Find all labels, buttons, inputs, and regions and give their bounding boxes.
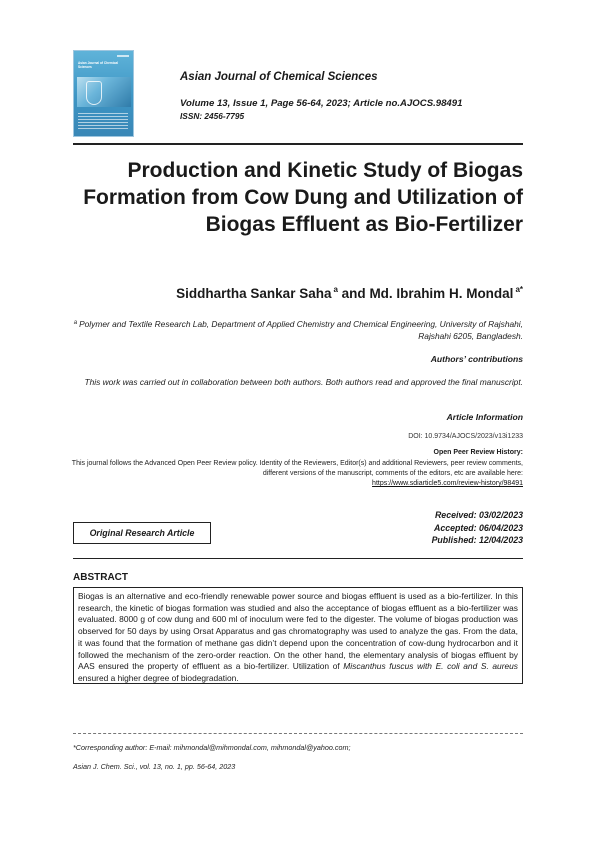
doi-link[interactable]: DOI: 10.9734/AJOCS/2023/v13i1233 <box>408 433 523 440</box>
article-type-badge: Original Research Article <box>73 522 211 544</box>
abstract-text-end: ensured a higher degree of biodegradation. <box>78 672 239 683</box>
flask-icon <box>86 81 102 105</box>
contributions-heading: Authors’ contributions <box>430 354 523 364</box>
abstract-connector: with <box>413 661 436 672</box>
publication-dates <box>432 509 523 547</box>
author-name[interactable]: Siddhartha Sankar Saha <box>176 286 332 301</box>
peer-review-heading: Open Peer Review History: <box>433 449 523 456</box>
journal-issn: ISSN: 2456-7795 <box>180 111 245 121</box>
cover-text-lines <box>78 113 128 129</box>
abstract-text: Biogas is an alternative and eco-friendly renewable power source and biogas effluent is used as a bio-fertilizer. In this research, the kinetic of biogas formation was studied and also the acceptance of biogas effluent as a bio-fertilizer was evaluated. 8000 g of cow dung and 600 ml of inoculum were fed to the digester. The volume of biogas production was observed for 50 days by using Orsat Apparatus and gas chromatography was used to analyze the gas. From the data, it was found that the formation of methane gas didn’t depend upon the concentration of cow-dung hydrocarbon and it followed the mechanism of the zero-order reaction. On the other hand, the elementary analysis of biogas effluent by AAS ensured the property of effluent as a bio-fertilizer. Utilization of <box>78 591 518 672</box>
peer-review-link[interactable]: https://www.sdiarticle5.com/review-history/98491 <box>372 480 523 487</box>
abstract-species-name: S. aureus <box>480 661 518 672</box>
peer-review-text <box>63 459 523 489</box>
published-date: Published: 12/04/2023 <box>431 535 523 545</box>
affiliation-text: Polymer and Textile Research Lab, Department of Applied Chemistry and Chemical Engineering, University of Rajshahi, Rajshahi 6205, Bangladesh. <box>79 319 523 341</box>
abstract-heading: ABSTRACT <box>73 572 128 583</box>
author-conjunction: and <box>337 286 370 301</box>
journal-volume-line: Volume 13, Issue 1, Page 56-64, 2023; Article no.AJOCS.98491 <box>180 98 463 109</box>
author-affiliation-marker: a <box>333 285 338 294</box>
article-title: Production and Kinetic Study of Biogas Formation from Cow Dung and Utilization of Biogas Effluent as Bio-Fertilizer <box>83 159 523 236</box>
contributions-text: This work was carried out in collaboration between both authors. Both authors read and approved the final manuscript. <box>84 377 523 387</box>
citation-line: Asian J. Chem. Sci., vol. 13, no. 1, pp. 56-64, 2023 <box>73 762 236 771</box>
received-date: Received: 03/02/2023 <box>434 510 523 520</box>
header-divider <box>73 143 523 145</box>
abstract-species-name: E. coli <box>435 661 460 672</box>
author-list <box>176 285 523 301</box>
journal-cover-image <box>73 50 134 137</box>
author-name[interactable]: Md. Ibrahim H. Mondal <box>369 286 514 301</box>
accepted-date: Accepted: 06/04/2023 <box>434 522 523 533</box>
article-info-heading: Article Information <box>446 412 523 422</box>
abstract-box <box>73 587 523 684</box>
footnote-divider <box>73 733 523 734</box>
corresponding-author-note: *Corresponding author: E-mail: mihmondal@mihmondal.com, mihmondal@yahoo.com; <box>73 743 351 752</box>
section-divider <box>73 558 523 559</box>
affiliation-marker: a <box>73 320 78 326</box>
author-affiliation-marker: a* <box>515 285 523 294</box>
abstract-connector: and <box>459 661 481 672</box>
abstract-species-name: Miscanthus fuscus <box>343 661 414 672</box>
affiliation <box>63 317 523 342</box>
cover-decoration <box>117 55 129 57</box>
peer-review-description: This journal follows the Advanced Open Peer Review policy. Identity of the Reviewers, Editor(s) and additional Reviewers, peer review comments, different versions of the manuscript, comments of the editors, etc are available here: <box>71 460 523 477</box>
journal-name: Asian Journal of Chemical Sciences <box>180 71 378 83</box>
cover-title: Asian Journal of Chemical Sciences <box>78 61 119 69</box>
